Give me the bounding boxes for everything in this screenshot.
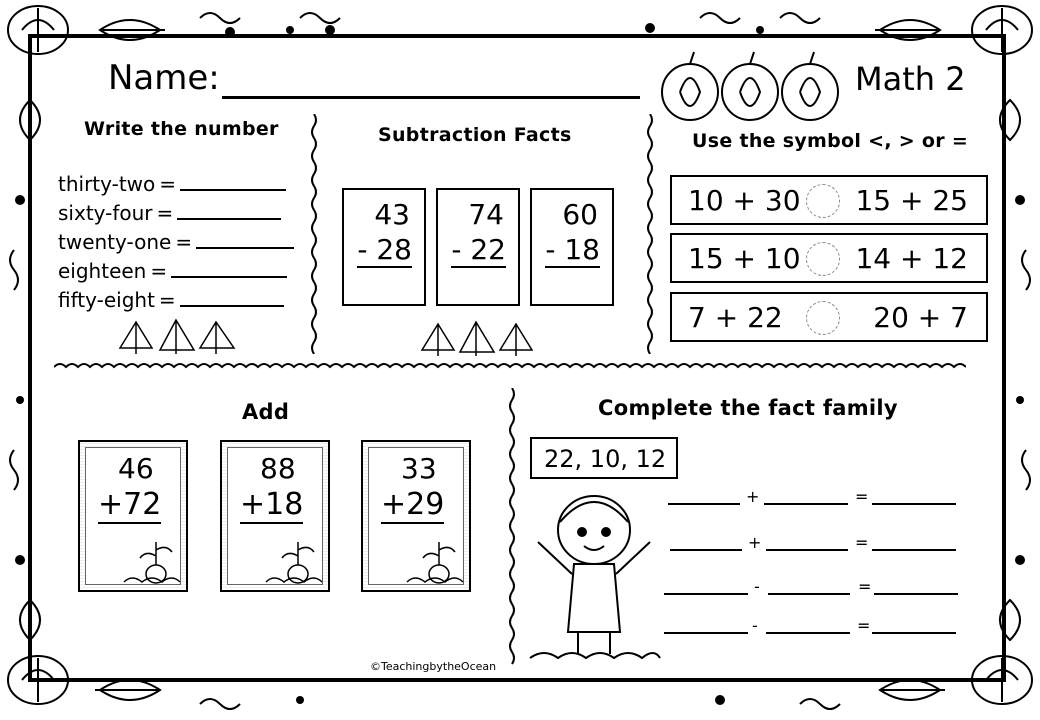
compare-row: [670, 233, 988, 283]
answer-line[interactable]: [180, 305, 284, 307]
write-number-row: [58, 172, 286, 196]
equals-sign: =: [855, 533, 869, 552]
equals-sign: =: [156, 201, 174, 225]
answer-line[interactable]: [171, 276, 287, 278]
copyright: ©TeachingbytheOcean: [370, 660, 497, 673]
addition-problem[interactable]: [220, 440, 330, 592]
equals-sign: =: [159, 172, 177, 196]
write-number-row: [58, 201, 281, 225]
compare-row: [670, 175, 988, 225]
subtrahend: - 28: [357, 233, 412, 266]
fact-answer-line[interactable]: [670, 549, 742, 551]
subtraction-heading: Subtraction Facts: [378, 124, 572, 146]
fact-answer-line[interactable]: [874, 593, 958, 595]
symbol-answer-circle[interactable]: [806, 184, 840, 218]
operator-sign: +: [748, 533, 762, 552]
pumpkin-decoration-icon: [405, 536, 465, 586]
divider: [310, 114, 318, 354]
minuend: 74: [468, 198, 504, 231]
operator-sign: +: [746, 487, 760, 506]
minuend: 60: [562, 198, 598, 231]
symbol-answer-circle[interactable]: [806, 242, 840, 276]
leaf-icon: [116, 318, 238, 356]
write-number-row: [58, 259, 287, 283]
fact-answer-line[interactable]: [664, 632, 748, 634]
fact-answer-line[interactable]: [768, 593, 850, 595]
fact-answer-line[interactable]: [766, 632, 850, 634]
number-word: sixty-four: [58, 201, 153, 225]
name-input-line[interactable]: [222, 96, 640, 99]
girl-illustration: [524, 482, 664, 668]
divider: [508, 388, 516, 668]
compare-row: [670, 292, 988, 342]
compare-left-expr: 10 + 30: [688, 184, 801, 217]
compare-right-expr: 20 + 7: [873, 301, 968, 334]
fact-answer-line[interactable]: [872, 632, 956, 634]
symbol-answer-circle[interactable]: [806, 301, 840, 335]
addition-problem[interactable]: [361, 440, 471, 592]
number-word: fifty-eight: [58, 288, 155, 312]
subtrahend: - 18: [545, 233, 600, 266]
write-number-row: [58, 230, 294, 254]
subtrahend: - 22: [451, 233, 506, 266]
number-word: twenty-one: [58, 230, 172, 254]
addend-bottom: +72: [98, 487, 162, 522]
equals-sign: =: [158, 288, 176, 312]
compare-left-expr: 7 + 22: [688, 301, 783, 334]
divider: [646, 114, 654, 354]
subtraction-problem[interactable]: [530, 188, 614, 306]
pumpkin-icon: [660, 44, 840, 124]
pumpkin-decoration-icon: [122, 536, 182, 586]
subject-title: Math 2: [855, 60, 966, 98]
compare-left-expr: 15 + 10: [688, 242, 801, 275]
pumpkin-decoration-icon: [264, 536, 324, 586]
answer-line[interactable]: [196, 247, 294, 249]
fact-answer-line[interactable]: [766, 549, 848, 551]
subtraction-problem[interactable]: [436, 188, 520, 306]
equals-sign: =: [150, 259, 168, 283]
fact-family-numbers: 22, 10, 12: [544, 445, 667, 473]
leaf-icon: [418, 320, 536, 358]
number-word: eighteen: [58, 259, 147, 283]
equals-sign: =: [855, 487, 869, 506]
write-number-row: [58, 288, 284, 312]
answer-line[interactable]: [177, 218, 281, 220]
equals-sign: =: [857, 616, 871, 635]
fact-answer-line[interactable]: [764, 503, 848, 505]
compare-heading: Use the symbol <, > or =: [692, 130, 969, 152]
compare-right-expr: 15 + 25: [855, 184, 968, 217]
addend-top: 88: [260, 452, 296, 485]
subtraction-problem[interactable]: [342, 188, 426, 306]
fact-answer-line[interactable]: [668, 503, 740, 505]
minuend: 43: [374, 198, 410, 231]
fact-answer-line[interactable]: [872, 549, 956, 551]
addend-bottom: +29: [381, 487, 445, 522]
compare-right-expr: 14 + 12: [855, 242, 968, 275]
fact-answer-line[interactable]: [664, 593, 748, 595]
write-number-heading: Write the number: [84, 118, 279, 140]
divider: [54, 362, 966, 372]
operator-sign: -: [754, 577, 760, 596]
name-label: Name:: [108, 58, 220, 98]
addend-top: 33: [401, 452, 437, 485]
operator-sign: -: [752, 616, 758, 635]
addend-bottom: +18: [240, 487, 304, 522]
fact-family-heading: Complete the fact family: [598, 396, 898, 420]
equals-sign: =: [175, 230, 193, 254]
addend-top: 46: [118, 452, 154, 485]
addition-problem[interactable]: [78, 440, 188, 592]
number-word: thirty-two: [58, 172, 156, 196]
equals-sign: =: [858, 577, 872, 596]
fact-family-numbers-box: [530, 437, 678, 479]
answer-line[interactable]: [180, 189, 286, 191]
add-heading: Add: [242, 400, 290, 424]
fact-answer-line[interactable]: [872, 503, 956, 505]
